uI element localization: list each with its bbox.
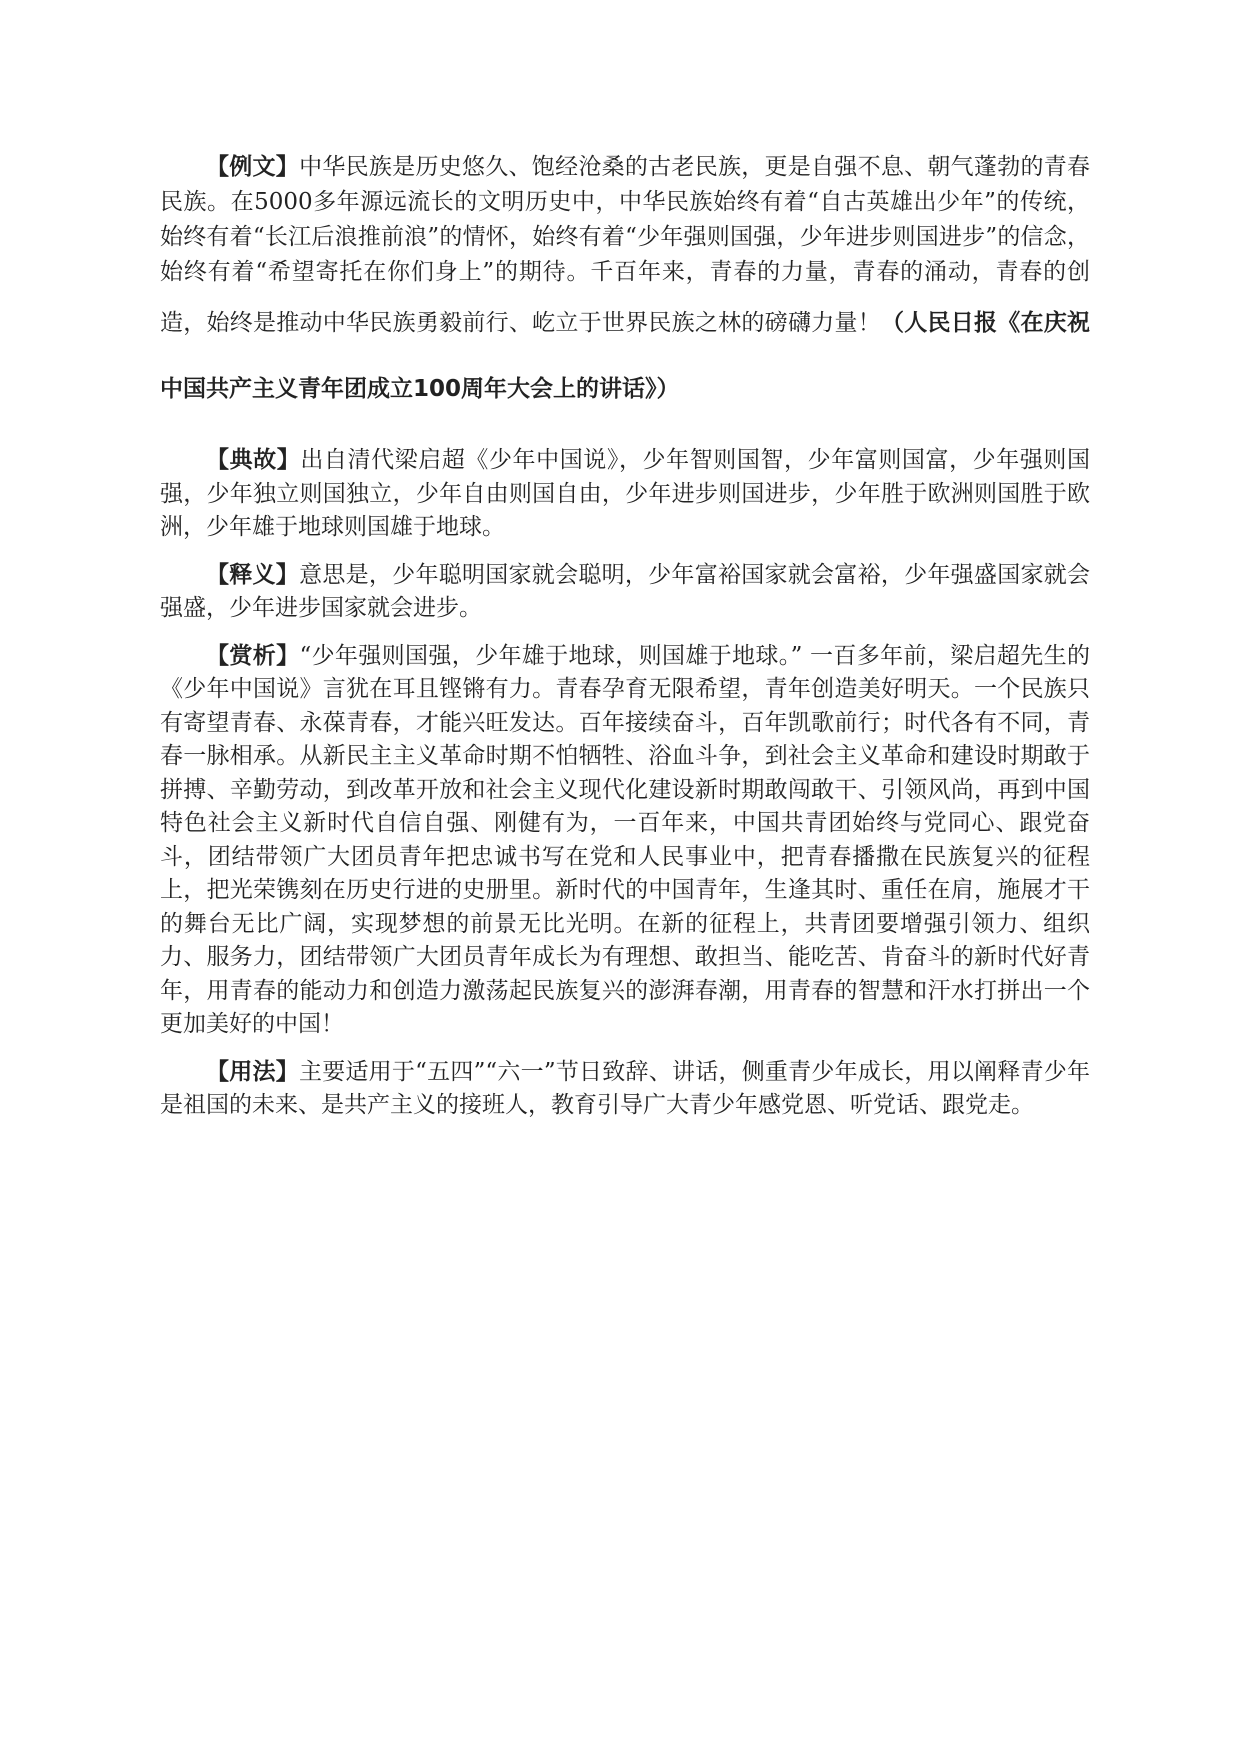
appreciation-label: 【赏析】 — [206, 642, 300, 669]
example-source: （人民日报《在庆祝中国共产主义青年团成立100周年大会上的讲话》） — [160, 310, 1091, 402]
usage-text: 主要适用于“五四”“六一”节日致辞、讲话，侧重青少年成长，用以阐释青少年是祖国的未来、是共产主义的接班人，教育引导广大青少年感党恩、听党话、跟党走。 — [160, 1058, 1090, 1118]
appreciation-text: “少年强则国强，少年雄于地球，则国雄于地球。” 一百多年前，梁启超先生的《少年中国说》言犹在耳且铿锵有力。青春孕育无限希望，青年创造美好明天。一个民族只有寄望青春、永葆青春，才能兴旺发达。百年接续奋斗，百年凯歌前行；时代各有不同，青春一脉相承。从新民主主义革命时期不怕牺牲、浴血斗争，到社会主义革命和建设时期敢于拼搏、辛勤劳动，到改革开放和社会主义现代化建设新时期敢闯敢干、引领风尚，再到中国特色社会主义新时代自信自强、刚健有为，一百年来，中国共青团始终与党同心、跟党奋斗，团结带领广大团员青年把忠诚书写在党和人民事业中，把青春播撒在民族复兴的征程上，把光荣镌刻在历史行进的史册里。新时代的中国青年，生逢其时、重任在肩，施展才干的舞台无比广阔，实现梦想的前景无比光明。在新的征程上，共青团要增强引领力、组织力、服务力，团结带领广大团员青年成长为有理想、敢担当、能吃苦、肯奋斗的新时代好青年，用青春的能动力和创造力激荡起民族复兴的澎湃春潮，用青春的智慧和汗水打拼出一个更加美好的中国！ — [160, 642, 1091, 1037]
meaning-label: 【释义】 — [206, 561, 300, 588]
example-label: 【例文】 — [206, 154, 300, 180]
example-paragraph — [160, 150, 1090, 422]
usage-label: 【用法】 — [206, 1058, 299, 1085]
meaning-text: 意思是，少年聪明国家就会聪明，少年富裕国家就会富裕，少年强盛国家就会强盛，少年进步国家就会进步。 — [160, 561, 1091, 621]
usage-paragraph — [160, 1056, 1090, 1123]
example-text-tail: 族之林的磅礴力量！ — [671, 310, 881, 336]
allusion-label: 【典故】 — [206, 447, 301, 473]
allusion-paragraph — [160, 444, 1090, 545]
appreciation-paragraph — [160, 640, 1090, 1042]
meaning-paragraph — [160, 559, 1090, 626]
allusion-text: 出自清代梁启超《少年中国说》，少年智则国智，少年富则国富，少年强则国强，少年独立则国独立，少年自由则国自由，少年进步则国进步，少年胜于欧洲则国胜于欧洲，少年雄于地球则国雄于地球。 — [160, 447, 1091, 540]
example-text: 中华民族是历史悠久、饱经沧桑的古老民族，更是自强不息、朝气蓬勃的青春民族。在5000多年源远流长的文明历史中，中华民族始终有着“自古英雄出少年”的传统，始终有着“长江后浪推前浪”的情怀，始终有着“少年强则国强，少年进步则国进步”的信念，始终有着“希望寄托在你们身上”的期待。千百年来，青春的力量，青春的涌动，青春的创造，始终是推动中华民族勇毅前行、屹立于世界民 — [160, 154, 1091, 336]
document-page — [160, 150, 1090, 1137]
